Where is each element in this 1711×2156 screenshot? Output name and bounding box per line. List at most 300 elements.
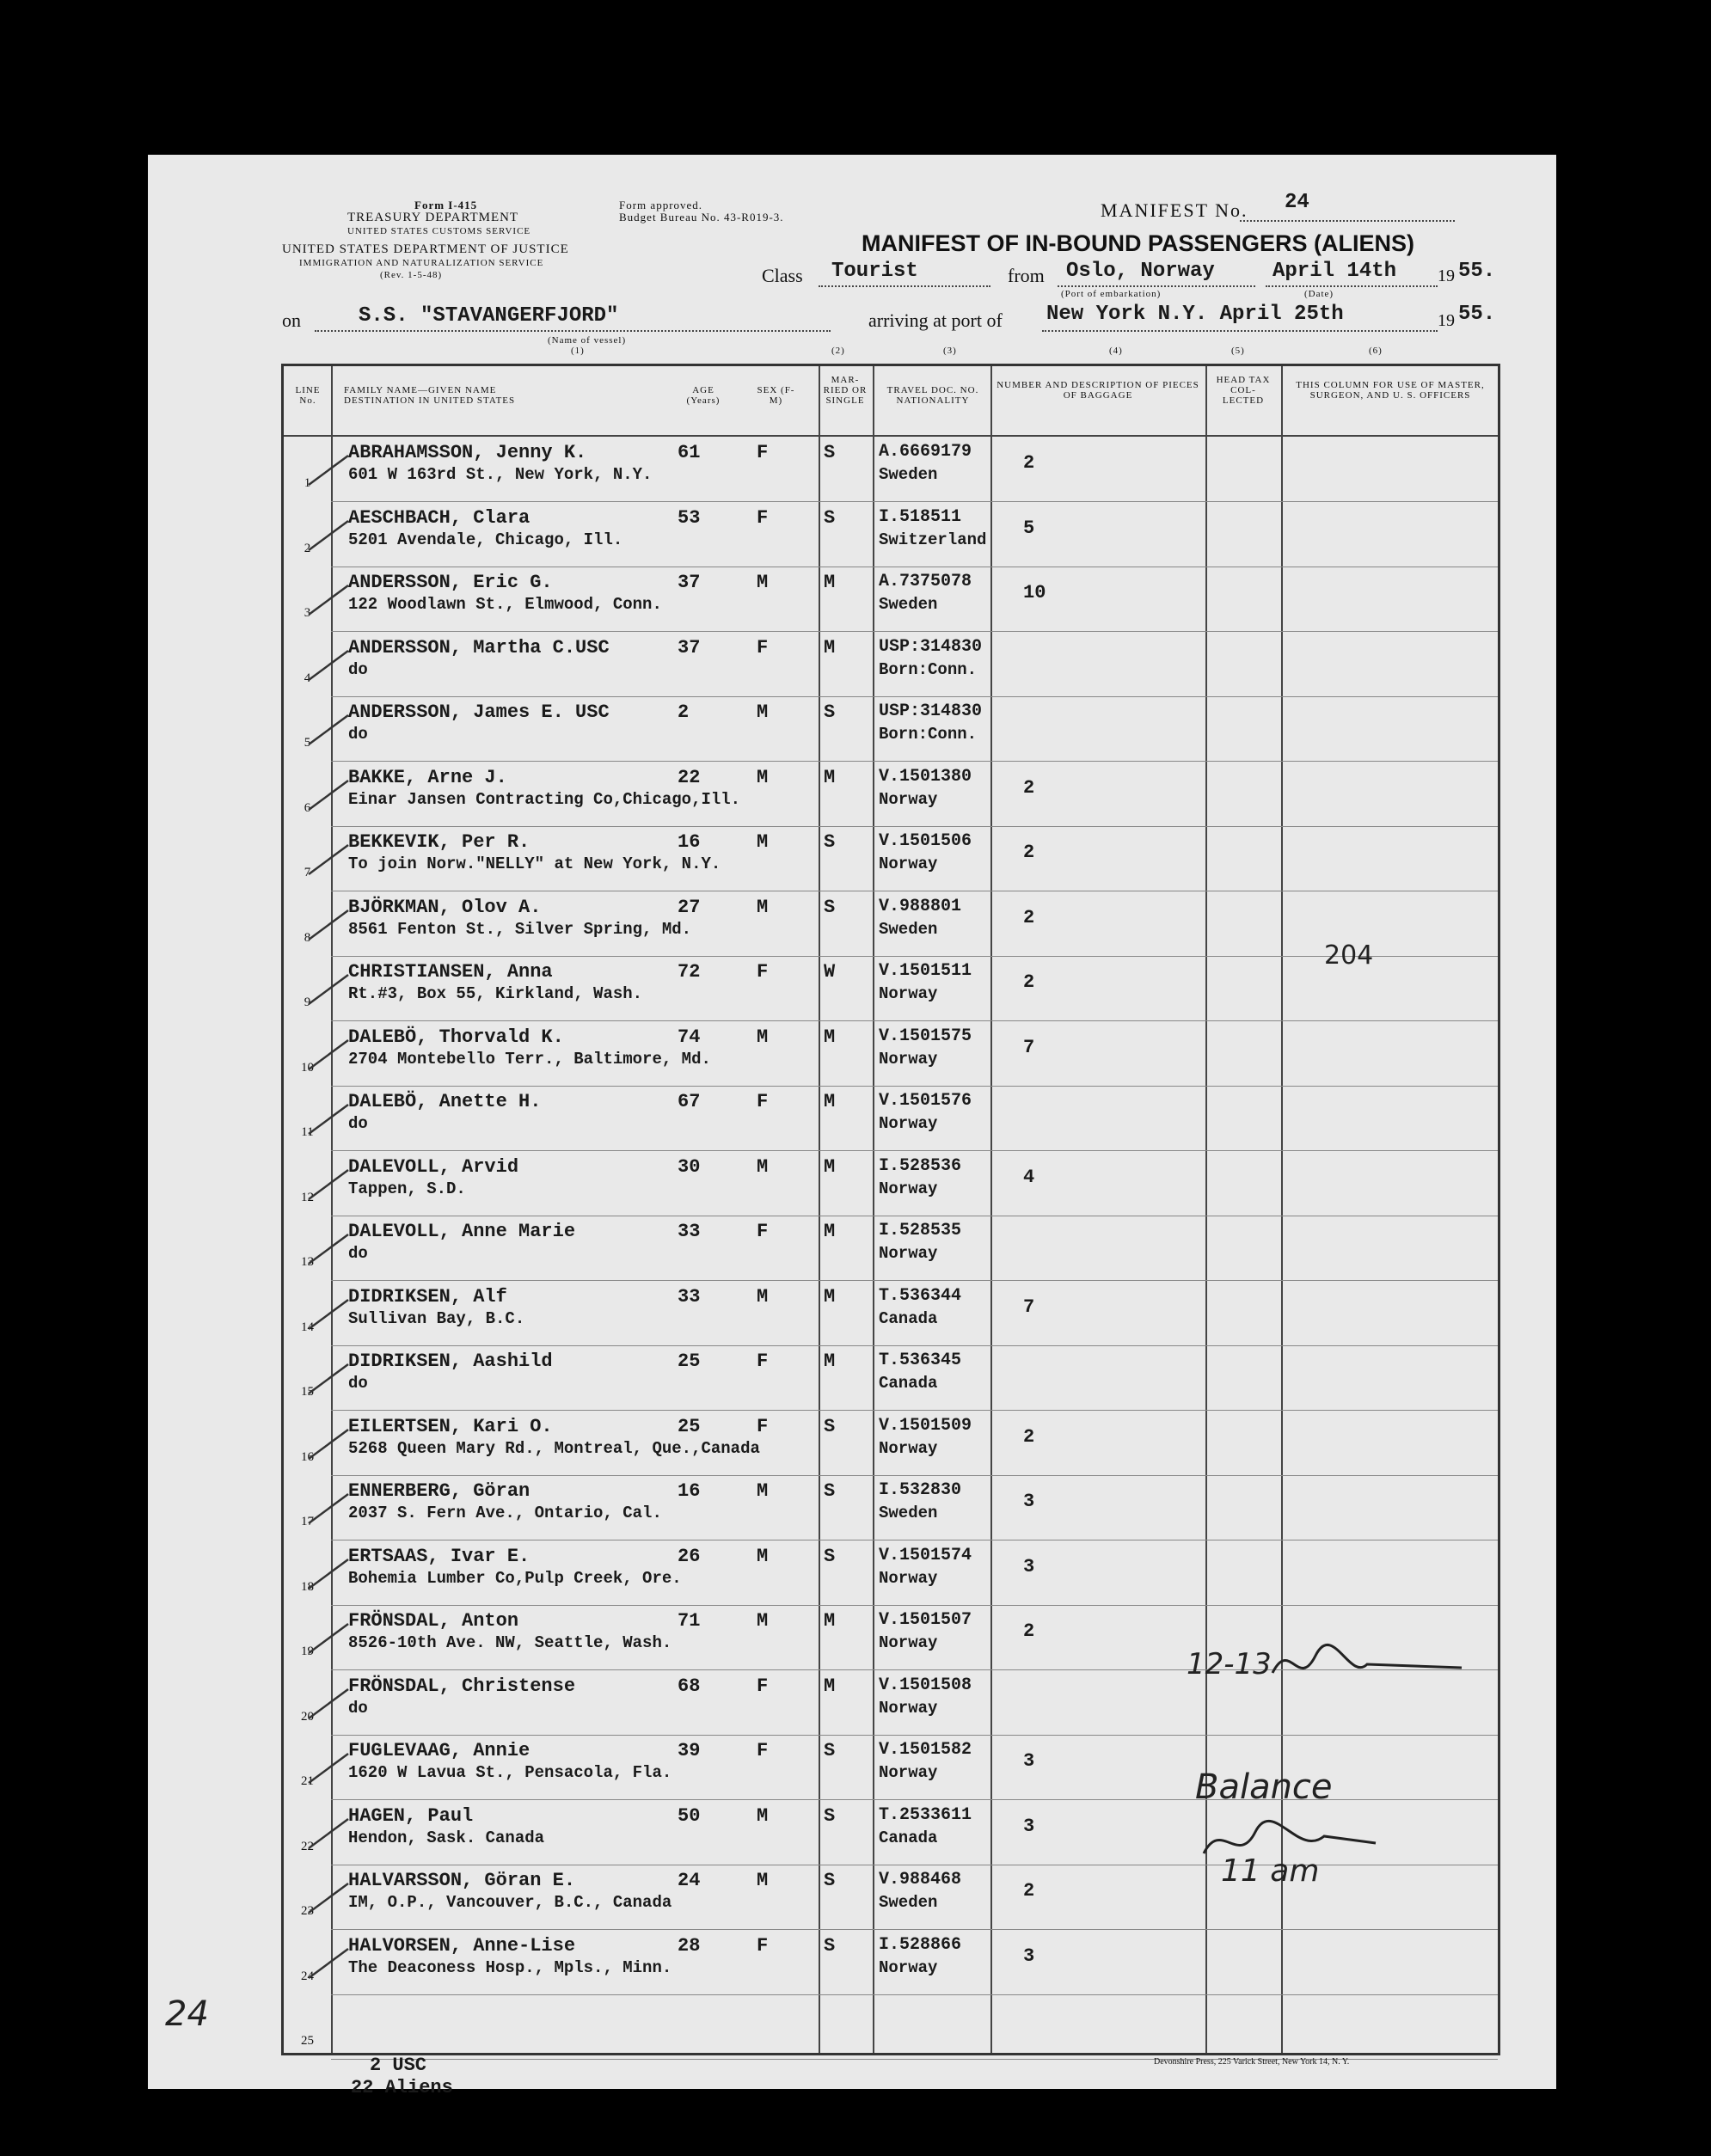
sex: F <box>757 1351 769 1372</box>
sex: F <box>757 1091 769 1112</box>
nationality: Norway <box>879 984 938 1003</box>
arrival-port: New York N.Y. April 25th <box>1046 303 1344 326</box>
table-row <box>284 826 1498 891</box>
baggage-count: 5 <box>1023 517 1035 539</box>
check-mark-icon <box>305 1612 353 1660</box>
travel-doc-no: A.7375078 <box>879 572 972 591</box>
nationality: Born:Conn. <box>879 725 978 744</box>
destination: 601 W 163rd St., New York, N.Y. <box>348 465 653 484</box>
vessel-caption-no: (1) <box>571 346 585 356</box>
table-row <box>284 1930 1498 1995</box>
table-row <box>284 1345 1498 1411</box>
table-row <box>284 1021 1498 1087</box>
travel-doc-no: T.536345 <box>879 1351 962 1370</box>
check-mark-icon <box>305 573 353 622</box>
marital-status: S <box>824 896 836 918</box>
travel-doc-no: V.1501574 <box>879 1545 972 1565</box>
col-head-age: AGE (Years) <box>686 385 721 406</box>
destination: do <box>348 725 368 744</box>
class-line <box>819 285 990 287</box>
passenger-name: FRÖNSDAL, Christense <box>348 1675 576 1697</box>
age: 27 <box>678 896 701 918</box>
marital-status: S <box>824 1870 836 1891</box>
nationality: Norway <box>879 854 938 873</box>
marital-status: S <box>824 831 836 853</box>
sex: M <box>757 1545 769 1567</box>
baggage-count: 2 <box>1023 842 1035 863</box>
travel-doc-no: V.1501508 <box>879 1675 972 1695</box>
nationality: Canada <box>879 1828 938 1847</box>
nationality: Norway <box>879 1179 938 1198</box>
age: 37 <box>678 636 701 658</box>
table-row <box>284 956 1498 1021</box>
destination: 8561 Fenton St., Silver Spring, Md. <box>348 919 692 939</box>
manifest-no-line <box>1240 220 1455 222</box>
time-note: 11 am <box>1221 1853 1320 1889</box>
nationality: Norway <box>879 1049 938 1069</box>
passenger-name: HALVARSSON, Göran E. <box>348 1870 576 1891</box>
destination: do <box>348 1244 368 1263</box>
passenger-name: ANDERSSON, Eric G. <box>348 572 553 593</box>
ins-service: IMMIGRATION AND NATURALIZATION SERVICE <box>299 258 544 268</box>
arrival-year-prefix: 19 <box>1438 311 1455 330</box>
destination: 5268 Queen Mary Rd., Montreal, Que.,Canada <box>348 1438 760 1458</box>
table-row <box>284 1281 1498 1346</box>
sex: F <box>757 1675 769 1697</box>
col-number-5: (5) <box>1231 346 1245 356</box>
table-row <box>284 1216 1498 1281</box>
sex: M <box>757 1155 769 1178</box>
marital-status: S <box>824 1415 836 1437</box>
port-caption: (Port of embarkation) <box>1061 289 1162 299</box>
marital-status: S <box>824 701 836 723</box>
line-number: 4 <box>304 671 311 685</box>
passenger-name: BJÖRKMAN, Olov A. <box>348 896 542 918</box>
table-row <box>284 1151 1498 1216</box>
manifest-page <box>148 155 1556 2098</box>
passenger-name: DALEVOLL, Anne Marie <box>348 1221 576 1242</box>
destination: 2037 S. Fern Ave., Ontario, Cal. <box>348 1504 662 1522</box>
travel-doc-no: T.536344 <box>879 1285 962 1306</box>
sex: F <box>757 506 769 529</box>
col-head-name: FAMILY NAME—GIVEN NAME DESTINATION IN UNITED STATES <box>344 385 516 406</box>
line-number: 9 <box>304 995 311 1009</box>
nationality: Sweden <box>879 1893 938 1912</box>
line-number: 8 <box>304 930 311 945</box>
justice-department: UNITED STATES DEPARTMENT OF JUSTICE <box>282 242 569 256</box>
baggage-count: 2 <box>1023 776 1035 799</box>
vessel-name: S.S. "STAVANGERFJORD" <box>359 304 619 328</box>
col-head-baggage: NUMBER AND DESCRIPTION OF PIECES OF BAGGAGE <box>997 380 1199 401</box>
line-number: 25 <box>301 2034 314 2048</box>
line-number: 2 <box>304 541 311 555</box>
travel-doc-no: A.6669179 <box>879 442 972 462</box>
nationality: Norway <box>879 789 938 809</box>
line-number: 24 <box>301 1969 314 1983</box>
line-number: 7 <box>304 866 311 879</box>
age: 22 <box>678 766 701 788</box>
passenger-name: FUGLEVAAG, Annie <box>348 1740 530 1761</box>
passenger-name: EILERTSEN, Kari O. <box>348 1415 553 1437</box>
check-mark-icon <box>305 1158 353 1206</box>
marital-status: M <box>824 1026 836 1048</box>
form-revision: (Rev. 1-5-48) <box>380 270 443 280</box>
officer-signature <box>1264 1638 1470 1690</box>
marital-status: S <box>824 1804 836 1827</box>
passenger-name: ANDERSSON, Martha C.USC <box>348 636 610 658</box>
marital-status: W <box>824 961 836 983</box>
sex: M <box>757 1026 769 1048</box>
marital-status: S <box>824 1545 836 1567</box>
check-mark-icon <box>305 898 353 946</box>
table-row <box>284 632 1498 697</box>
nationality: Canada <box>879 1308 938 1328</box>
passenger-name: DIDRIKSEN, Aashild <box>348 1351 553 1372</box>
age: 33 <box>678 1285 701 1308</box>
check-mark-icon <box>305 703 353 751</box>
travel-doc-no: V.1501582 <box>879 1740 972 1760</box>
col-head-headtax: HEAD TAX COL- LECTED <box>1216 375 1271 406</box>
baggage-count: 2 <box>1023 1620 1035 1642</box>
check-mark-icon <box>305 1028 353 1076</box>
age: 39 <box>678 1740 701 1761</box>
nationality: Sweden <box>879 595 938 614</box>
date-value: April 14th <box>1273 260 1397 283</box>
age: 2 <box>678 701 690 723</box>
nationality: Norway <box>879 1957 938 1977</box>
passenger-name: DALEVOLL, Arvid <box>348 1155 519 1178</box>
baggage-count: 7 <box>1023 1036 1035 1058</box>
baggage-count: 10 <box>1023 582 1046 603</box>
line-number: 14 <box>301 1320 314 1334</box>
line-number: 16 <box>301 1449 314 1464</box>
line-number: 12 <box>301 1190 314 1204</box>
table-row <box>284 1411 1498 1476</box>
marital-status: M <box>824 766 836 788</box>
printer-imprint: Devonshire Press, 225 Varick Street, New York 14, N. Y. <box>1154 2057 1350 2067</box>
passenger-name: ERTSAAS, Ivar E. <box>348 1545 530 1567</box>
destination: 5201 Avendale, Chicago, Ill. <box>348 530 623 549</box>
form-number: Form I-415 <box>414 199 478 211</box>
passenger-name: HAGEN, Paul <box>348 1804 474 1827</box>
check-mark-icon <box>305 769 353 817</box>
line-number: 1 <box>304 476 311 490</box>
sex: M <box>757 1870 769 1891</box>
line-number: 18 <box>301 1579 314 1594</box>
check-mark-icon <box>305 1937 353 1985</box>
check-mark-icon <box>305 1677 353 1725</box>
check-mark-icon <box>305 1482 353 1530</box>
age: 24 <box>678 1870 701 1891</box>
travel-doc-no: USP:314830 <box>879 636 983 657</box>
sex: M <box>757 572 769 593</box>
travel-doc-no: I.528536 <box>879 1155 962 1176</box>
passenger-name: FRÖNSDAL, Anton <box>348 1610 519 1632</box>
age: 25 <box>678 1351 701 1372</box>
nationality: Sweden <box>879 919 938 939</box>
check-mark-icon <box>305 833 353 881</box>
check-mark-icon <box>305 963 353 1011</box>
baggage-count: 3 <box>1023 1815 1035 1837</box>
nationality: Norway <box>879 1698 938 1718</box>
class-value: Tourist <box>831 260 918 283</box>
year-prefix: 19 <box>1438 266 1455 285</box>
passenger-name: HALVORSEN, Anne-Lise <box>348 1934 576 1957</box>
sex: F <box>757 636 769 658</box>
age: 16 <box>678 831 701 853</box>
table-row <box>284 567 1498 632</box>
col-number-3: (3) <box>943 346 957 356</box>
destination: 1620 W Lavua St., Pensacola, Fla. <box>348 1763 672 1782</box>
baggage-count: 3 <box>1023 1555 1035 1577</box>
balance-note: Balance <box>1195 1767 1333 1807</box>
destination: do <box>348 1698 368 1718</box>
from-value: Oslo, Norway <box>1066 260 1215 283</box>
check-mark-icon <box>305 509 353 557</box>
travel-doc-no: V.988468 <box>879 1870 962 1890</box>
line-number: 5 <box>304 736 311 750</box>
marital-status: M <box>824 636 836 658</box>
sex: M <box>757 766 769 788</box>
col-number-4: (4) <box>1109 346 1123 356</box>
destination: Rt.#3, Box 55, Kirkland, Wash. <box>348 984 643 1003</box>
nationality: Born:Conn. <box>879 659 978 679</box>
on-label: on <box>282 309 301 331</box>
line-number: 13 <box>301 1255 314 1269</box>
travel-doc-no: V.1501507 <box>879 1610 972 1630</box>
marital-status: M <box>824 1155 836 1178</box>
destination: Bohemia Lumber Co,Pulp Creek, Ore. <box>348 1568 682 1588</box>
sex: M <box>757 1480 769 1502</box>
officer-note-12-13: 12-13 <box>1187 1647 1272 1681</box>
sex: M <box>757 896 769 918</box>
passenger-name: BAKKE, Arne J. <box>348 766 507 788</box>
passenger-name: ABRAHAMSSON, Jenny K. <box>348 442 587 463</box>
customs-service: UNITED STATES CUSTOMS SERVICE <box>347 226 531 236</box>
officer-code-204: 204 <box>1324 940 1374 971</box>
marital-status: S <box>824 442 836 463</box>
marital-status: M <box>824 1091 836 1112</box>
travel-doc-no: V.988801 <box>879 896 962 916</box>
marital-status: S <box>824 506 836 529</box>
sex: M <box>757 831 769 853</box>
baggage-count: 2 <box>1023 971 1035 993</box>
age: 30 <box>678 1155 701 1178</box>
line-number: 11 <box>301 1125 314 1139</box>
baggage-count: 7 <box>1023 1295 1035 1318</box>
age: 68 <box>678 1675 701 1697</box>
check-mark-icon <box>305 1352 353 1400</box>
age: 71 <box>678 1610 701 1632</box>
travel-doc-no: V.1501509 <box>879 1415 972 1436</box>
treasury-department: TREASURY DEPARTMENT <box>347 211 519 224</box>
col-head-line: LINE No. <box>295 385 321 406</box>
check-mark-icon <box>305 1807 353 1855</box>
passenger-name: ENNERBERG, Göran <box>348 1480 530 1502</box>
col-number-6: (6) <box>1369 346 1383 356</box>
marital-status: S <box>824 1934 836 1957</box>
sex: M <box>757 1610 769 1632</box>
destination: To join Norw."NELLY" at New York, N.Y. <box>348 854 721 873</box>
col-number-2: (2) <box>831 346 845 356</box>
col-head-sex: SEX (F-M) <box>757 385 795 406</box>
baggage-count: 2 <box>1023 1880 1035 1902</box>
age: 37 <box>678 572 701 593</box>
arrival-year: 55. <box>1458 303 1496 326</box>
travel-doc-no: I.528535 <box>879 1221 962 1240</box>
baggage-count: 2 <box>1023 906 1035 928</box>
nationality: Canada <box>879 1374 938 1393</box>
line-number: 6 <box>304 800 311 815</box>
destination: Tappen, S.D. <box>348 1179 466 1198</box>
nationality: Norway <box>879 1438 938 1458</box>
date-caption: (Date) <box>1304 289 1334 299</box>
travel-doc-no: USP:314830 <box>879 701 983 721</box>
destination: 8526-10th Ave. NW, Seattle, Wash. <box>348 1633 672 1652</box>
table-row <box>284 1540 1498 1606</box>
budget-bureau: Budget Bureau No. 43-R019-3. <box>619 211 784 224</box>
check-mark-icon <box>305 1288 353 1336</box>
passenger-name: AESCHBACH, Clara <box>348 506 530 529</box>
line-number: 20 <box>301 1709 314 1724</box>
marital-status: M <box>824 1285 836 1308</box>
sex: F <box>757 442 769 463</box>
baggage-count: 3 <box>1023 1491 1035 1512</box>
table-row <box>284 1086 1498 1151</box>
line-number: 21 <box>301 1774 314 1788</box>
col-head-officers: THIS COLUMN FOR USE OF MASTER, SURGEON, AND U. S. OFFICERS <box>1296 380 1485 401</box>
marital-status: S <box>824 1480 836 1502</box>
arriving-label: arriving at port of <box>868 309 1003 331</box>
destination: do <box>348 1114 368 1133</box>
age: 67 <box>678 1091 701 1112</box>
arrival-line <box>1042 330 1438 332</box>
marital-status: M <box>824 1351 836 1372</box>
year-value: 55. <box>1458 260 1496 283</box>
destination: The Deaconess Hosp., Mpls., Minn. <box>348 1957 672 1977</box>
passenger-name: DALEBÖ, Thorvald K. <box>348 1026 564 1048</box>
destination: Sullivan Bay, B.C. <box>348 1308 525 1328</box>
nationality: Switzerland <box>879 530 987 549</box>
destination: do <box>348 1374 368 1393</box>
travel-doc-no: V.1501506 <box>879 831 972 851</box>
marital-status: M <box>824 1221 836 1242</box>
age: 33 <box>678 1221 701 1242</box>
travel-doc-no: V.1501511 <box>879 961 972 981</box>
manifest-no-label: MANIFEST No. <box>1101 199 1248 221</box>
check-mark-icon <box>305 1742 353 1790</box>
vessel-caption: (Name of vessel) <box>548 335 627 346</box>
footer-alien-count: 22 Aliens <box>351 2077 453 2098</box>
marital-status: M <box>824 1610 836 1632</box>
col-head-married: MAR- RIED OR SINGLE <box>823 375 868 406</box>
sex: M <box>757 1285 769 1308</box>
passenger-name: ANDERSSON, James E. USC <box>348 701 610 723</box>
line-number: 10 <box>301 1060 314 1075</box>
sex: F <box>757 1221 769 1242</box>
travel-doc-no: T.2533611 <box>879 1804 972 1825</box>
check-mark-icon <box>305 1222 353 1271</box>
from-label: from <box>1008 265 1045 286</box>
marital-status: M <box>824 1675 836 1697</box>
vessel-line <box>315 330 831 332</box>
nationality: Norway <box>879 1568 938 1588</box>
baggage-count: 3 <box>1023 1945 1035 1967</box>
nationality: Sweden <box>879 465 938 484</box>
nationality: Sweden <box>879 1504 938 1522</box>
manifest-title: MANIFEST OF IN-BOUND PASSENGERS (ALIENS) <box>862 230 1415 256</box>
check-mark-icon <box>305 444 353 492</box>
age: 61 <box>678 442 701 463</box>
table-row <box>284 762 1498 827</box>
baggage-count: 2 <box>1023 452 1035 474</box>
check-mark-icon <box>305 1418 353 1466</box>
age: 50 <box>678 1804 701 1827</box>
line-number: 23 <box>301 1904 314 1918</box>
destination: Hendon, Sask. Canada <box>348 1828 545 1847</box>
age: 28 <box>678 1934 701 1957</box>
manifest-no: 24 <box>1285 191 1309 214</box>
travel-doc-no: I.528866 <box>879 1934 962 1955</box>
nationality: Norway <box>879 1114 938 1133</box>
line-number: 3 <box>304 606 311 620</box>
table-row <box>284 696 1498 762</box>
age: 72 <box>678 961 701 983</box>
from-line <box>1058 285 1255 287</box>
table-row <box>284 891 1498 957</box>
sex: F <box>757 1740 769 1761</box>
footer-usc-count: 2 USC <box>370 2055 427 2076</box>
passenger-name: CHRISTIANSEN, Anna <box>348 961 553 983</box>
age: 53 <box>678 506 701 529</box>
destination: 122 Woodlawn St., Elmwood, Conn. <box>348 595 662 614</box>
date-line <box>1266 285 1438 287</box>
destination: IM, O.P., Vancouver, B.C., Canada <box>348 1893 672 1912</box>
travel-doc-no: V.1501576 <box>879 1091 972 1111</box>
check-mark-icon <box>305 1093 353 1141</box>
col-head-travel: TRAVEL DOC. NO. NATIONALITY <box>886 385 979 406</box>
sex: F <box>757 1934 769 1957</box>
line-number: 19 <box>301 1645 314 1658</box>
sex: M <box>757 1804 769 1827</box>
margin-24: 24 <box>165 1994 209 2034</box>
check-mark-icon <box>305 1871 353 1920</box>
age: 26 <box>678 1545 701 1567</box>
sex: F <box>757 961 769 983</box>
table-row <box>284 1994 1498 2060</box>
age: 16 <box>678 1480 701 1502</box>
class-label: Class <box>762 265 803 286</box>
baggage-count: 2 <box>1023 1425 1035 1448</box>
passenger-name: BEKKEVIK, Per R. <box>348 831 530 853</box>
table-row <box>284 1475 1498 1540</box>
baggage-count: 4 <box>1023 1166 1035 1188</box>
line-number: 17 <box>301 1515 314 1528</box>
line-number: 22 <box>301 1839 314 1853</box>
table-row <box>284 437 1498 502</box>
travel-doc-no: I.532830 <box>879 1480 962 1500</box>
baggage-count: 3 <box>1023 1750 1035 1772</box>
destination: 2704 Montebello Terr., Baltimore, Md. <box>348 1049 711 1069</box>
sex: F <box>757 1415 769 1437</box>
marital-status: S <box>824 1740 836 1761</box>
check-mark-icon <box>305 639 353 687</box>
line-number: 15 <box>301 1385 314 1399</box>
table-row <box>284 502 1498 567</box>
passenger-name: DIDRIKSEN, Alf <box>348 1285 507 1308</box>
check-mark-icon <box>305 1547 353 1596</box>
nationality: Norway <box>879 1633 938 1652</box>
